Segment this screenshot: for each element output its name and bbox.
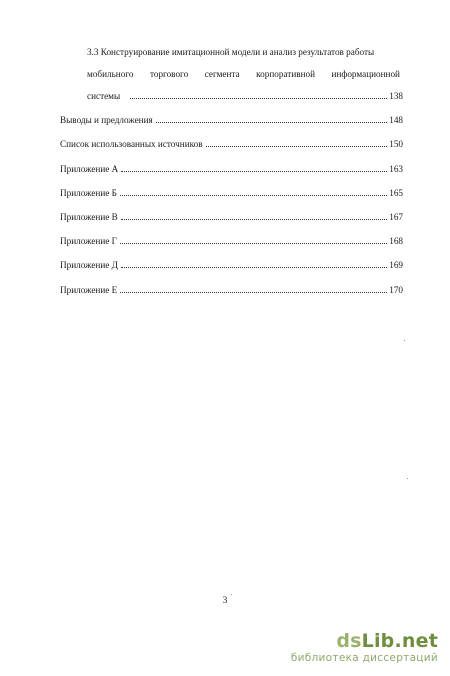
word: сегмента — [204, 69, 240, 79]
toc-entry-appendix-e — [60, 284, 403, 296]
toc-page-number: 170 — [389, 285, 403, 295]
leader-dots — [121, 259, 387, 268]
word: информационной — [331, 69, 400, 79]
leader-dots — [120, 284, 387, 293]
toc-label: Приложение Б — [60, 188, 117, 198]
leader-dots — [130, 90, 387, 99]
toc-entry-appendix-g — [60, 235, 403, 247]
toc-page-number: 165 — [389, 188, 403, 198]
toc-entry-appendix-d — [60, 259, 403, 271]
toc-label: Приложение А — [60, 164, 119, 174]
toc-page-number: 168 — [389, 236, 403, 246]
watermark-logo-part1: ds — [336, 630, 362, 652]
leader-dots — [121, 163, 387, 172]
toc-label: Приложение В — [60, 212, 118, 222]
toc-label: системы — [87, 91, 121, 101]
scan-speck — [407, 478, 408, 479]
watermark — [291, 630, 438, 665]
toc-page-number: 138 — [389, 91, 403, 101]
toc-page-number: 148 — [389, 115, 403, 125]
page-number: 3 — [222, 596, 228, 606]
toc-entry-3-3-line3 — [87, 90, 403, 102]
toc-entry-3-3-line1 — [87, 46, 374, 58]
leader-dots — [206, 138, 388, 147]
scan-speck — [404, 340, 405, 341]
toc-label: Приложение Г — [60, 236, 117, 246]
watermark-subtitle: библиотека диссертаций — [290, 652, 438, 664]
toc-entry-3-3-text: 3.3 Конструирование имитационной модели и анализ результатов работы — [87, 47, 375, 57]
leader-dots — [121, 211, 387, 220]
leader-dots — [120, 235, 387, 244]
toc-entry-conclusions — [60, 114, 403, 126]
toc-page-number: 163 — [389, 164, 403, 174]
toc-label: Приложение Е — [60, 285, 118, 295]
leader-dots — [120, 187, 387, 196]
toc-entry-references — [60, 138, 403, 150]
toc-page-number: 169 — [389, 260, 403, 270]
word: торгового — [149, 69, 189, 79]
toc-page-number: 167 — [389, 212, 403, 222]
toc-page-number: 150 — [389, 139, 403, 149]
toc-label: Список использованных источников — [60, 139, 203, 149]
toc-entry-appendix-v — [60, 211, 403, 223]
toc-entry-appendix-b — [60, 187, 403, 199]
toc-entry-3-3-line2 — [87, 68, 400, 80]
leader-dots — [156, 114, 388, 123]
toc-entry-appendix-a — [60, 163, 403, 175]
word: корпоративной — [256, 69, 315, 79]
watermark-logo — [291, 630, 438, 652]
watermark-logo-part2: Lib.net — [361, 630, 438, 652]
scan-speck — [231, 594, 232, 595]
toc-label: Выводы и предложения — [60, 115, 153, 125]
toc-label: Приложение Д — [60, 260, 118, 270]
word: мобильного — [87, 69, 134, 79]
